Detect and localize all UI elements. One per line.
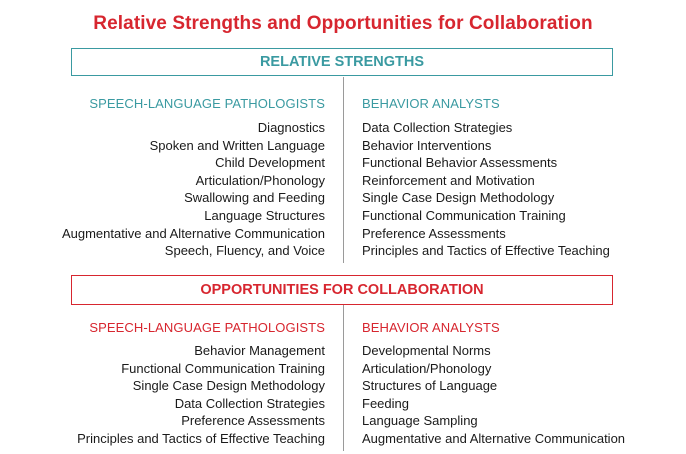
list-item: Diagnostics [257,120,325,135]
list-item: Spoken and Written Language [149,137,325,153]
column-heading-slp: SPEECH-LANGUAGE PATHOLOGISTS [89,320,325,335]
list-item: Principles and Tactics of Effective Teaching [77,430,325,446]
slp-opportunities-list [77,342,325,448]
list-item: Principles and Tactics of Effective Teaching [362,243,610,259]
ba-strengths-list [362,119,610,260]
section-heading-opportunities: OPPORTUNITIES FOR COLLABORATION [71,275,613,305]
column-heading-ba: BEHAVIOR ANALYSTS [362,320,500,335]
list-item: Child Development [215,155,325,171]
column-heading-slp: SPEECH-LANGUAGE PATHOLOGISTS [89,96,325,111]
list-item: Preference Assessments [181,413,325,429]
list-item: Articulation/Phonology [195,172,325,188]
list-item: Structures of Language [362,378,498,394]
list-item: Functional Communication Training [362,207,566,223]
list-item: Reinforcement and Motivation [362,172,535,188]
list-item: Functional Communication Training [121,360,325,376]
list-item: Developmental Norms [362,343,491,358]
list-item: Functional Behavior Assessments [362,155,558,171]
section-heading-relative-strengths: RELATIVE STRENGTHS [71,48,613,76]
column-divider [343,305,344,451]
ba-opportunities-list [362,342,625,448]
list-item: Single Case Design Methodology [362,190,555,206]
list-item: Language Structures [204,207,325,223]
list-item: Swallowing and Feeding [184,190,325,206]
list-item: Behavior Management [194,343,325,358]
page-title: Relative Strengths and Opportunities for Collaboration [93,13,593,34]
list-item: Augmentative and Alternative Communication [362,430,626,446]
list-item: Single Case Design Methodology [132,378,325,394]
list-item: Speech, Fluency, and Voice [164,243,325,259]
list-item: Behavior Interventions [362,137,492,153]
list-item: Data Collection Strategies [174,395,325,411]
list-item: Preference Assessments [362,225,506,241]
list-item: Articulation/Phonology [362,360,492,376]
list-item: Augmentative and Alternative Communication [61,225,325,241]
list-item: Language Sampling [362,413,478,429]
slp-strengths-list [62,119,325,260]
column-divider [343,77,344,263]
list-item: Data Collection Strategies [362,120,513,135]
column-heading-ba: BEHAVIOR ANALYSTS [362,96,500,111]
list-item: Feeding [362,395,409,411]
